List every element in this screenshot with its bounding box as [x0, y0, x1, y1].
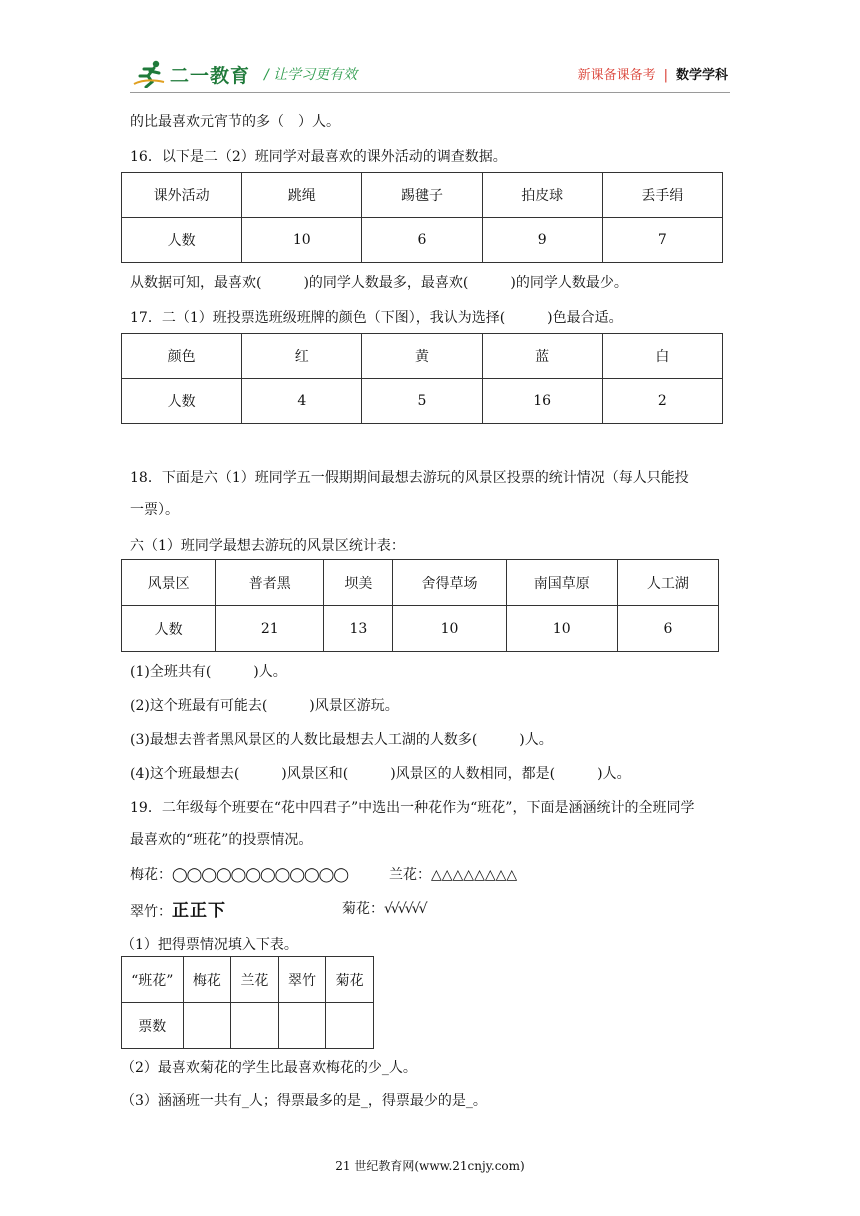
table-cell: 13 [324, 606, 393, 652]
q19-sub3: （3）涵涵班一共有_人；得票最多的是_，得票最少的是_。 [121, 1093, 487, 1109]
table-cell: 梅花 [183, 957, 231, 1003]
q19-meihua-tally [130, 864, 348, 884]
table-cell: 白 [602, 334, 722, 379]
q19-lanhua-tally [389, 864, 517, 884]
q18-title-line1: 18．下面是六（1）班同学五一假期期间最想去游玩的风景区投票的统计情况（每人只能投 [130, 470, 689, 486]
table-cell: 21 [216, 606, 324, 652]
table-cell: 菊花 [326, 957, 374, 1003]
table-cell: 兰花 [231, 957, 279, 1003]
table-row [122, 606, 719, 652]
table-cell: 4 [242, 379, 362, 424]
table-cell: 丢手绢 [602, 173, 722, 218]
table-cell: 人数 [122, 606, 216, 652]
table-cell: 7 [602, 218, 722, 263]
q18-sub4: (4)这个班最想去( )风景区和( )风景区的人数相同，都是( )人。 [130, 766, 631, 782]
table-cell: 红 [242, 334, 362, 379]
answer-cell[interactable] [326, 1003, 374, 1049]
juhua-label: 菊花： [342, 901, 384, 917]
table-cell: 蓝 [482, 334, 602, 379]
table-cell: 9 [482, 218, 602, 263]
q18-sub1: (1)全班共有( )人。 [130, 664, 287, 680]
table-cell: 人数 [122, 379, 242, 424]
table-cell: 10 [393, 606, 506, 652]
table-cell: 普者黑 [216, 560, 324, 606]
q16-title: 16．以下是二（2）班同学对最喜欢的课外活动的调查数据。 [130, 149, 507, 165]
table-cell: 票数 [122, 1003, 184, 1049]
table-row [122, 957, 374, 1003]
q19-juhua-tally [342, 898, 426, 918]
table-cell: 翠竹 [278, 957, 326, 1003]
table-cell: 踢毽子 [362, 173, 482, 218]
q19-title-line2: 最喜欢的“班花”的投票情况。 [130, 832, 313, 848]
table-row [122, 1003, 374, 1049]
header-separator: | [663, 68, 668, 83]
q16-answer-line: 从数据可知，最喜欢( )的同学人数最多，最喜欢( )的同学人数最少。 [130, 275, 628, 291]
table-row [122, 218, 723, 263]
q19-cuizhu-tally [130, 896, 226, 921]
table-cell: 10 [242, 218, 362, 263]
header-course-label: 新课备课备考 [577, 68, 656, 83]
table-cell: 拍皮球 [482, 173, 602, 218]
brand-name: 二一教育 [170, 64, 251, 87]
brand-slogan: / 让学习更有效 [264, 67, 358, 83]
q18-sub2: (2)这个班最有可能去( )风景区游玩。 [130, 698, 399, 714]
answer-cell[interactable] [231, 1003, 279, 1049]
brand-logo [132, 60, 357, 88]
q18-table [121, 559, 719, 652]
table-row [122, 334, 723, 379]
table-row [122, 560, 719, 606]
table-cell: 6 [617, 606, 718, 652]
table-cell: 2 [602, 379, 722, 424]
table-cell: 5 [362, 379, 482, 424]
q17-table [121, 333, 723, 424]
header-subject-label: 数学学科 [675, 68, 728, 83]
q19-sub2: （2）最喜欢菊花的学生比最喜欢梅花的少_人。 [121, 1060, 417, 1076]
table-row [122, 173, 723, 218]
cuizhu-tally-marks: 正正下 [172, 901, 226, 921]
meihua-label: 梅花： [130, 867, 172, 883]
q16-table [121, 172, 723, 263]
meihua-circle-marks: ◯◯◯◯◯◯◯◯◯◯◯◯ [172, 867, 349, 883]
table-cell: 6 [362, 218, 482, 263]
lanhua-label: 兰花： [389, 867, 431, 883]
cuizhu-label: 翠竹： [130, 904, 172, 920]
table-cell: 人数 [122, 218, 242, 263]
table-cell: 人工湖 [617, 560, 718, 606]
table-row [122, 379, 723, 424]
page-footer: 21 世纪教育网(www.21cnjy.com) [335, 1159, 525, 1173]
table-cell: 课外活动 [122, 173, 242, 218]
answer-cell[interactable] [278, 1003, 326, 1049]
q17-title: 17．二（1）班投票选班级班牌的颜色（下图），我认为选择( )色最合适。 [130, 310, 623, 326]
lanhua-triangle-marks: △△△△△△△△ [431, 867, 518, 883]
table-cell: 颜色 [122, 334, 242, 379]
q18-title-line2: 一票）。 [130, 502, 179, 518]
table-cell: 坝美 [324, 560, 393, 606]
runner-logo-icon [132, 60, 168, 88]
header-divider [130, 92, 730, 93]
q19-title-line1: 19．二年级每个班要在“花中四君子”中选出一种花作为“班花”，下面是涵涵统计的全班同学 [130, 800, 695, 816]
header-right [578, 64, 728, 83]
table-cell: 南国草原 [506, 560, 617, 606]
table-cell: 跳绳 [242, 173, 362, 218]
juhua-check-marks: √√√√√√ [384, 901, 426, 917]
table-cell: 黄 [362, 334, 482, 379]
table-cell: “班花” [122, 957, 184, 1003]
table-cell: 10 [506, 606, 617, 652]
q18-sub3: (3)最想去普者黑风景区的人数比最想去人工湖的人数多( )人。 [130, 732, 553, 748]
table-cell: 风景区 [122, 560, 216, 606]
q19-sub1: （1）把得票情况填入下表。 [121, 937, 298, 953]
q19-answer-table [121, 956, 374, 1049]
answer-cell[interactable] [183, 1003, 231, 1049]
table-cell: 舍得草场 [393, 560, 506, 606]
q15-tail: 的比最喜欢元宵节的多（ ）人。 [130, 114, 340, 130]
q18-table-caption: 六（1）班同学最想去游玩的风景区统计表： [130, 538, 405, 554]
table-cell: 16 [482, 379, 602, 424]
